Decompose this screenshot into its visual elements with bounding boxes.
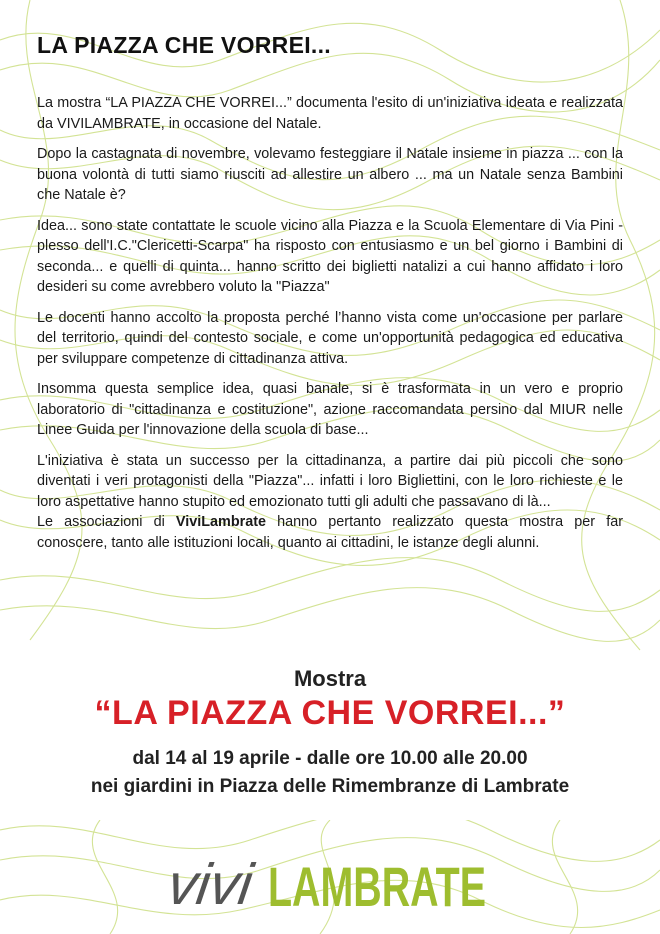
- paragraph-intro: La mostra “LA PIAZZA CHE VORREI...” documenta l'esito di un'iniziativa ideata e realizzata da VIVILAMBRATE, in occasione del Natale.: [37, 95, 623, 132]
- vivilambrate-logo: [163, 844, 486, 918]
- body-text: [37, 93, 623, 563]
- footer-logo-area: [0, 820, 660, 934]
- paragraph-associazioni: [37, 512, 623, 553]
- paragraph-successo: L'iniziativa è stata un successo per la cittadinanza, a partire dai più piccoli che sono diventati i veri protagonisti della "Piazza"... infatti i loro Bigliettini, con le loro richieste e le loro aspettative hanno stupito ed emozionato tutti gli adulti che passavano di là...: [37, 452, 623, 510]
- paragraph-idea: Idea... sono state contattate le scuole vicino alla Piazza e la Scuola Elementare di Via Pini - plesso dell'I.C."Clericetti-Scarpa" ha risposto con entusiasmo e un bel giorno i Bambini di seconda... e quelli di quinta... hanno scritto dei biglietti natalizi a cui hanno affidato i loro desideri su come avrebbero voluto la "Piazza": [37, 217, 623, 295]
- event-label: Mostra: [293, 666, 367, 691]
- paragraph-associazioni-prefix: Le associazioni di: [37, 514, 176, 530]
- paragraph-laboratorio: Insomma questa semplice idea, quasi banale, si è trasformata in un vero e proprio laboratorio di "cittadinanza e costituzione", azione raccomandata persino dal MIUR nelle Linee Guida per l'innovazione della scuola di base...: [37, 381, 623, 438]
- paragraph-associazioni-suffix: hanno pertanto realizzato questa mostra per far conoscere, tanto alle istituzioni locali, quanto ai cittadini, le istanze degli alunni.: [37, 514, 623, 551]
- logo-vivi: vivi: [163, 852, 257, 917]
- brand-name-inline: ViviLambrate: [175, 514, 267, 530]
- page-title: LA PIAZZA CHE VORREI...: [37, 32, 331, 58]
- logo-lambrate: LAMBRATE: [268, 855, 486, 918]
- event-announcement: [0, 652, 660, 820]
- paragraph-castagnata: Dopo la castagnata di novembre, volevamo festeggiare il Natale insieme in piazza ... con la buona volontà di tutti siamo riusciti ad allestire un albero ... ma un Natale senza Bambini che Natale è?: [37, 146, 623, 203]
- event-title: “LA PIAZZA CHE VORREI...”: [94, 694, 566, 732]
- paragraph-docenti: Le docenti hanno accolto la proposta perché l’hanno vista come un'occasione per parlare del territorio, quindi del contesto sociale, e come un'opportunità pedagogica ed educativa per sviluppare competenze di cittadinanza attiva.: [37, 309, 623, 367]
- event-dates: dal 14 al 19 aprile - dalle ore 10.00 alle 20.00: [132, 748, 528, 769]
- event-place: nei giardini in Piazza delle Rimembranze di Lambrate: [90, 776, 570, 797]
